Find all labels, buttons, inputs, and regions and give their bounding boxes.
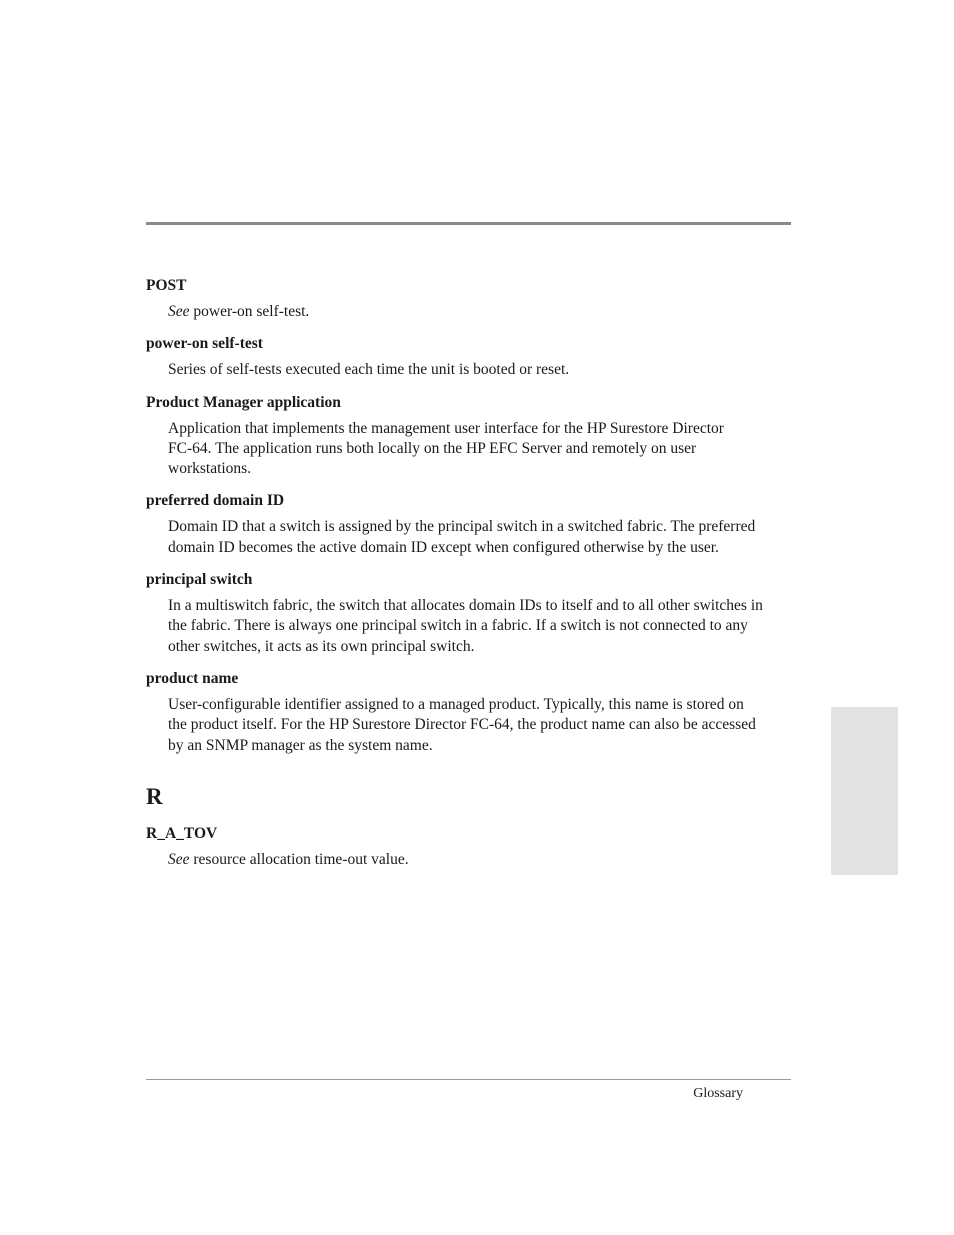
section-heading-r: R [146,783,163,809]
definition-text: resource allocation time-out value. [193,850,409,868]
glossary-term: product name [146,669,239,687]
glossary-term: R_A_TOV [146,824,218,842]
glossary-content [146,276,766,882]
glossary-term: power-on self-test [146,335,263,353]
glossary-definition: In a multiswitch fabric, the switch that allocates domain IDs to itself and to all other switches in the fabric. There is always one principal switch in a fabric. If a switch is not connected to any other switches, it acts as its own principal switch. [168,597,763,655]
glossary-definition: Series of self-tests executed each time the unit is booted or reset. [168,361,570,379]
glossary-definition [168,850,766,870]
glossary-definition [168,302,766,322]
definition-text-line-2: FC-64. The application runs both locally on the HP EFC Server and remotely on user workstations. [168,439,697,478]
glossary-definition: Domain ID that a switch is assigned by the principal switch in a switched fabric. The preferred domain ID becomes the active domain ID except when configured otherwise by the user. [168,518,756,556]
header-rule [146,222,791,225]
chapter-thumb-tab [831,707,898,875]
definition-text-line-1: Application that implements the management user interface for the HP Surestore Director [168,419,724,437]
glossary-definition: User-configurable identifier assigned to a managed product. Typically, this name is stored on the product itself. For the HP Surestore Director FC-64, the product name can also be accessed by an SNMP manager as the system name. [168,695,756,754]
see-reference: See [168,850,190,868]
glossary-definition [168,419,766,480]
glossary-term: principal switch [146,571,253,589]
definition-text: power-on self-test. [193,303,310,320]
footer-section-label: Glossary [693,1086,743,1101]
glossary-term: preferred domain ID [146,492,285,510]
footer-rule [146,1079,791,1080]
glossary-term: POST [146,277,187,294]
see-reference: See [168,303,190,320]
glossary-term: Product Manager application [146,393,341,411]
